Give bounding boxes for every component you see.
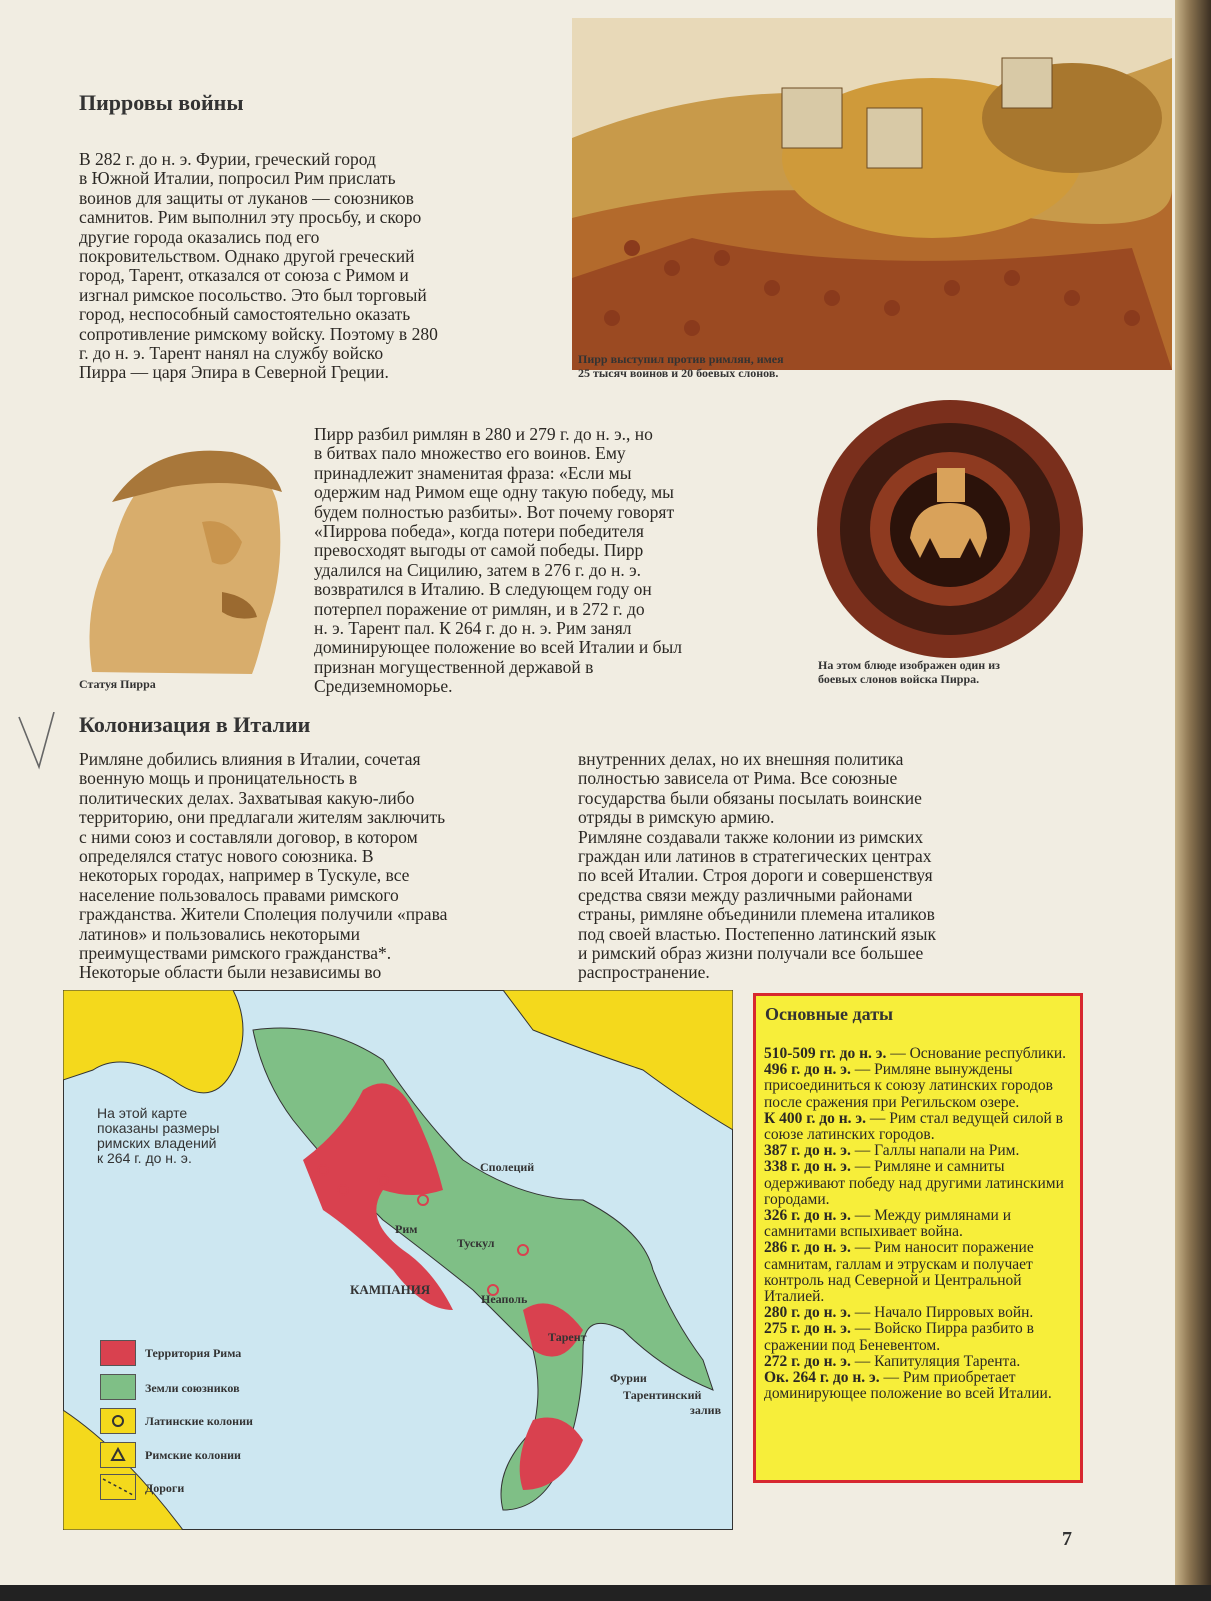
colonization-col2 [578, 750, 1048, 983]
text-line: территорию, они предлагали жителям заключить [79, 807, 446, 828]
date-entry-date: 275 г. до н. э. [764, 1320, 851, 1338]
text-line: превосходят выгоды от самой победы. Пирр [314, 540, 644, 561]
plate-caption-line-2: боевых слонов войска Пирра. [818, 672, 980, 686]
book-edge [1175, 0, 1211, 1601]
text-line: Римляне добились влияния в Италии, сочетая [79, 749, 421, 769]
text-line: население пользовалось правами римского [79, 884, 399, 905]
date-entry-text: — Капитуляция Тарента. [850, 1352, 1021, 1370]
date-entry-date: 510-509 гг. до н. э. [764, 1045, 887, 1062]
text-line: принадлежит знаменитая фраза: «Если мы [314, 462, 632, 483]
place-campania: КАМПАНИЯ [350, 1282, 431, 1297]
text-line: Пирр разбил римлян в 280 и 279 г. до н. э., но [314, 424, 653, 444]
date-entry-text: — Римляне и самниты одерживают победу над другими латинскими городами. [764, 1158, 1064, 1208]
text-line: Средиземноморье. [314, 676, 453, 697]
legend-label-latin-colonies: Латинские колонии [145, 1414, 253, 1428]
text-line: н. э. Тарент пал. К 264 г. до н. э. Рим занял [314, 618, 632, 639]
text-line: некоторых городах, например в Тускуле, все [79, 865, 410, 886]
battle-caption [578, 352, 784, 380]
date-entry-date: 326 г. до н. э. [764, 1207, 851, 1225]
text-line: «Пиррова победа», когда потери победителя [314, 521, 644, 542]
legend-swatch-roads [100, 1474, 136, 1500]
text-line: военную мощь и проницательность в [79, 768, 358, 789]
date-entry [764, 1062, 1074, 1111]
key-dates-box [753, 993, 1083, 1483]
text-line: распространение. [578, 962, 710, 983]
section-title-pyrrhic-wars: Пирровы войны [79, 90, 244, 115]
text-line: в битвах пало множество его воинов. Ему [314, 443, 626, 464]
text-line: другие города оказались под его [79, 226, 320, 247]
plate-caption-line-1: На этом блюде изображен один из [818, 658, 1000, 672]
text-line: политических делах. Захватывая какую-либо [79, 787, 415, 808]
text-line: Пирра — царя Эпира в Северной Греции. [79, 362, 389, 383]
colonization-col1 [79, 750, 549, 983]
text-line: отряды в римскую армию. [578, 807, 775, 828]
date-entry-date: 387 г. до н. э. [764, 1142, 851, 1160]
map-note-line-4: к 264 г. до н. э. [97, 1150, 192, 1166]
date-entry [764, 1143, 1074, 1159]
page-number: 7 [1062, 1528, 1072, 1550]
date-entry-text: — Основание республики. [886, 1045, 1067, 1062]
text-line: с ними союз и составляли договор, в котором [79, 826, 418, 847]
date-entry-date: 286 г. до н. э. [764, 1239, 851, 1257]
text-line: будем полностью разбиты». Вот почему говорят [314, 501, 675, 522]
text-line: город, Тарент, отказался от союза с Римом и [79, 265, 409, 286]
text-line: граждан или латинов в стратегических центрах [578, 846, 932, 867]
map-note-line-2: показаны размеры [97, 1120, 220, 1136]
text-line: страны, римляне объединили племена италиков [578, 904, 935, 925]
date-entry-text: — Начало Пирровых войн. [850, 1304, 1034, 1322]
place-gulf-1: Тарентинский [623, 1388, 702, 1402]
legend-label-rome: Территория Рима [145, 1346, 242, 1360]
legend-swatch-roman-colonies [100, 1442, 136, 1468]
legend-label-roads: Дороги [145, 1481, 185, 1495]
date-entry-date: Ок. 264 г. до н. э. [764, 1369, 880, 1387]
text-line: в Южной Италии, попросил Рим прислать [79, 168, 396, 189]
date-entry-text: — Рим приобретает доминирующее положение во всей Италии. [764, 1369, 1052, 1403]
text-line: латинов» и пользовались некоторыми [79, 923, 361, 944]
text-line: изгнал римское посольство. Это был торговый [79, 284, 427, 305]
map-note [97, 1106, 219, 1166]
date-entry [764, 1354, 1074, 1370]
text-line: потерпел поражение от римлян, и в 272 г. до [314, 598, 645, 619]
place-neapolis: Неаполь [481, 1292, 528, 1306]
place-tusculum: Тускул [457, 1236, 495, 1250]
text-line: определялся статус нового союзника. В [79, 846, 374, 867]
text-line: город, неспособный самостоятельно оказать [79, 304, 411, 325]
key-dates-title: Основные даты [765, 1004, 894, 1024]
date-entry [764, 1321, 1074, 1353]
text-line: по всей Италии. Строя дороги и совершенствуя [578, 865, 933, 886]
text-line: Некоторые области были независимы во [79, 962, 382, 983]
legend-swatch-allies [100, 1374, 136, 1400]
text-line: средства связи между различными районами [578, 884, 913, 905]
text-line: покровительством. Однако другой греческий [79, 246, 415, 267]
legend-label-roman-colonies: Римские колонии [145, 1448, 241, 1462]
battle-caption-line-1: Пирр выступил против римлян, имея [578, 352, 784, 366]
date-entry-text: — Рим наносит поражение самнитам, галлам и этрускам и получает контроль над Северной и Центральной Италией. [764, 1239, 1034, 1306]
section-title-colonization: Колонизация в Италии [79, 712, 311, 737]
date-entry-date: 338 г. до н. э. [764, 1158, 851, 1176]
map-note-line-1: На этой карте [97, 1105, 188, 1121]
date-entry [764, 1159, 1074, 1208]
handwritten-checkmark [14, 712, 64, 777]
battle-illustration [572, 18, 1172, 370]
statue-caption: Статуя Пирра [79, 677, 156, 691]
text-line: одержим над Римом еще одну такую победу, мы [314, 482, 674, 503]
map-note-line-3: римских владений [97, 1135, 217, 1151]
text-line: В 282 г. до н. э. Фурии, греческий город [79, 149, 376, 169]
text-line: полностью зависела от Рима. Все союзные [578, 768, 898, 789]
battle-caption-line-2: 25 тысяч воинов и 20 боевых слонов. [578, 366, 779, 380]
legend-swatch-rome [100, 1340, 136, 1366]
date-entry [764, 1240, 1074, 1305]
text-line: гражданства. Жители Сполеция получили «права [79, 904, 448, 925]
text-line: возвратился в Италию. В следующем году он [314, 579, 652, 600]
pyrrhus-victory-text [314, 425, 774, 697]
place-tarentum: Тарент [548, 1330, 587, 1344]
text-line: внутренних делах, но их внешняя политика [578, 749, 904, 769]
date-entry-date: 280 г. до н. э. [764, 1304, 851, 1322]
date-entry [764, 1111, 1074, 1143]
date-entry [764, 1370, 1074, 1402]
text-line: государства были обязаны посылать воинские [578, 787, 922, 808]
date-entry-date: К 400 г. до н. э. [764, 1109, 866, 1127]
place-rome: Рим [395, 1222, 418, 1236]
date-entry-date: 496 г. до н. э. [764, 1061, 851, 1079]
date-entry [764, 1208, 1074, 1240]
text-line: сопротивление римскому войску. Поэтому в 280 [79, 323, 438, 344]
text-line: и римский образ жизни получали все большее [578, 943, 924, 964]
elephant-plate-image [815, 398, 1085, 660]
date-entry [764, 1046, 1074, 1062]
date-entry-text: — Между римлянами и самнитами вспыхивает война. [764, 1207, 1011, 1241]
place-spoleto: Сполеций [480, 1160, 535, 1174]
text-line: Римляне создавали также колонии из римских [578, 826, 924, 847]
legend-swatch-latin-colonies [100, 1408, 136, 1434]
date-entry-date: 272 г. до н. э. [764, 1352, 851, 1370]
place-gulf-2: залив [690, 1403, 722, 1417]
text-line: самнитов. Рим выполнил эту просьбу, и скоро [79, 207, 422, 228]
plate-caption [818, 658, 1000, 686]
key-dates-list [764, 1046, 1074, 1402]
text-line: доминирующее положение во всей Италии и был [314, 637, 682, 658]
text-line: признан могущественной державой в [314, 656, 594, 677]
place-thurii: Фурии [610, 1371, 647, 1385]
pyrrhus-statue-image [52, 422, 292, 674]
text-line: под своей властью. Постепенно латинский язык [578, 923, 937, 944]
legend-label-allies: Земли союзников [145, 1381, 240, 1395]
date-entry-text: — Рим стал ведущей силой в союзе латинских городов. [764, 1109, 1063, 1144]
text-line: удалился на Сицилию, затем в 276 г. до н. э. [314, 559, 642, 580]
date-entry [764, 1305, 1074, 1321]
date-entry-text: — Войско Пирра разбито в сражении под Беневентом. [764, 1320, 1034, 1354]
date-entry-text: — Галлы напали на Рим. [850, 1142, 1020, 1160]
bottom-border [0, 1585, 1211, 1601]
text-line: воинов для защиты от луканов — союзников [79, 187, 414, 208]
text-line: преимуществами римского гражданства*. [79, 943, 392, 964]
pyrrhic-intro-text [79, 150, 549, 383]
date-entry-text: — Римляне вынуждены присоединиться к союзу латинских городов после сражения при Регильском озере. [764, 1061, 1054, 1111]
text-line: г. до н. э. Тарент нанял на службу войско [79, 343, 384, 364]
